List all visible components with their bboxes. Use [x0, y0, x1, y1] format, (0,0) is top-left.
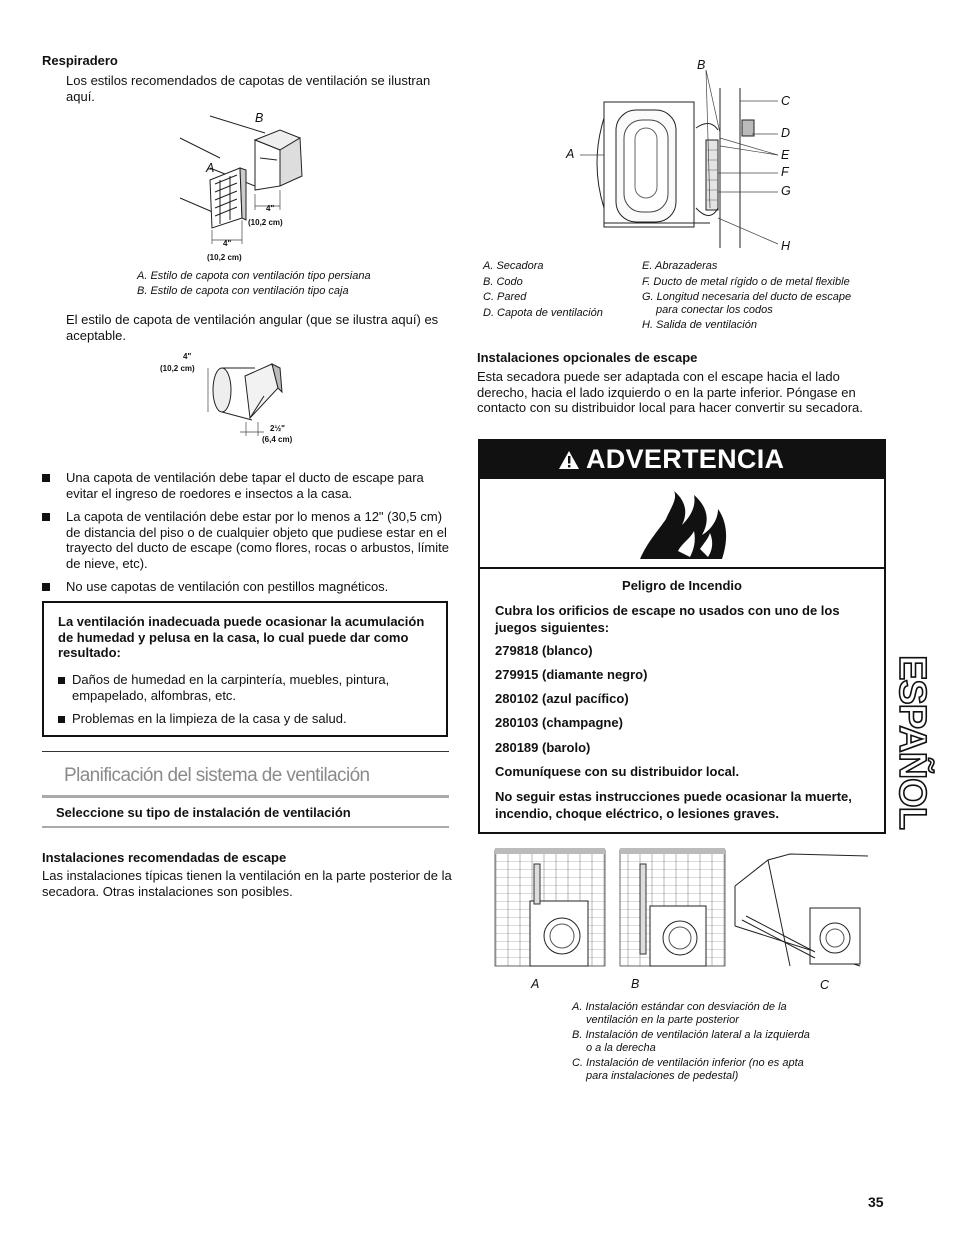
bullet-item: Una capota de ventilación debe tapar el ducto de escape para evitar el ingreso de roedores e insectos a la casa.: [66, 470, 424, 501]
angular-top-dim-cm: (10,2 cm): [160, 364, 195, 373]
dryer-label-g: G: [781, 184, 791, 198]
kit-item: 280102 (azul pacífico): [495, 691, 629, 706]
dryer-label-h: H: [781, 239, 791, 253]
page-number: 35: [868, 1194, 884, 1210]
dryer-label-e: E: [781, 148, 790, 162]
legend-item: H. Salida de ventilación: [642, 319, 757, 331]
hazard-title: Peligro de Incendio: [622, 578, 742, 593]
optional-heading: Instalaciones opcionales de escape: [477, 350, 698, 365]
box-item-text: Daños de humedad en la carpintería, muebles, pintura, empapelado, alfombras, etc.: [72, 672, 390, 703]
warning-header: [480, 441, 884, 479]
legend-item: para conectar los codos: [656, 304, 773, 316]
fire-icon-area: [480, 479, 884, 569]
hood-a-dim-inches: 4": [223, 239, 232, 248]
section-divider: [42, 751, 449, 752]
respiradero-heading: Respiradero: [42, 53, 118, 68]
recommended-heading: Instalaciones recomendadas de escape: [42, 850, 287, 865]
legend-item: A. Secadora: [483, 260, 544, 272]
hood-b-dim-inches: 4": [266, 204, 275, 213]
dryer-legend-right: [642, 259, 851, 333]
subsection-title: Seleccione su tipo de instalación de ventilación: [56, 805, 351, 820]
hood-caption-b: B. Estilo de capota con ventilación tipo caja: [137, 285, 349, 297]
language-side-tab: [891, 645, 935, 835]
recommended-text: Las instalaciones típicas tienen la ventilación en la parte posterior de la secadora. Otras instalaciones son posibles.: [42, 868, 452, 899]
bullet-item: La capota de ventilación debe estar por lo menos a 12" (30,5 cm) de distancia del piso o de cualquier objeto que pudiese estar en el trayecto del ducto de escape (como flores, rocas o arbustos, límite de nieve, etc).: [66, 509, 449, 571]
angular-top-dim-inches: 4": [183, 352, 192, 361]
respiradero-intro: Los estilos recomendados de capotas de ventilación se ilustran aquí.: [66, 73, 431, 104]
dryer-label-c: C: [781, 94, 791, 108]
hood-b-dim-cm: (10,2 cm): [248, 218, 283, 227]
bullet-square-icon: [42, 513, 50, 521]
hood-caption-a: A. Estilo de capota con ventilación tipo persiana: [137, 270, 371, 282]
bullet-square-icon: [58, 677, 65, 684]
box-title: La ventilación inadecuada puede ocasionar la acumulación de humedad y pelusa en la casa, lo cual puede dar como resultado:: [58, 614, 425, 660]
warning-instruction: Cubra los orificios de escape no usados con uno de los juegos siguientes:: [495, 603, 840, 635]
bullet-square-icon: [42, 583, 50, 591]
vent-hood-styles-illustration: [180, 108, 330, 268]
ventilation-warning-box: [42, 601, 448, 737]
install-caption: o a la derecha: [586, 1042, 656, 1054]
box-item: [58, 711, 447, 727]
install-label-b: B: [631, 977, 640, 991]
dryer-label-f: F: [781, 165, 789, 179]
angular-bottom-dim-cm: (6,4 cm): [262, 435, 293, 444]
kit-item: 280189 (barolo): [495, 740, 591, 755]
kit-item: 280103 (champagne): [495, 715, 623, 730]
kit-item: 279818 (blanco): [495, 643, 593, 658]
install-caption: B. Instalación de ventilación lateral a la izquierda: [572, 1029, 810, 1041]
hood-label-b: B: [255, 111, 264, 125]
dryer-label-b: B: [697, 58, 706, 72]
install-label-c: C: [820, 978, 830, 992]
dryer-label-d: D: [781, 126, 791, 140]
advertencia-warning-box: [478, 439, 886, 834]
installation-drawing: [490, 846, 875, 976]
dryer-exhaust-drawing: [560, 58, 810, 258]
install-caption: A. Instalación estándar con desviación de la: [572, 1001, 787, 1013]
install-label-a: A: [531, 977, 540, 991]
bullet-item: No use capotas de ventilación con pestillos magnéticos.: [66, 579, 389, 594]
bullet-square-icon: [58, 716, 65, 723]
fire-flame-icon: [638, 491, 728, 561]
consequence-text: No seguir estas instrucciones puede ocasionar la muerte, incendio, choque eléctrico, o lesiones graves.: [495, 789, 852, 821]
angular-hood-illustration: [160, 348, 320, 448]
vent-hood-drawing: [180, 108, 330, 268]
install-caption: para instalaciones de pedestal): [586, 1070, 739, 1082]
section-rule: [42, 795, 449, 798]
legend-item: D. Capota de ventilación: [483, 307, 603, 319]
side-tab-label: ESPAÑOL: [891, 655, 933, 829]
legend-item: B. Codo: [483, 276, 523, 288]
hood-label-a: A: [206, 161, 215, 175]
install-caption: ventilación en la parte posterior: [586, 1014, 739, 1026]
dryer-legend-left: [483, 259, 603, 321]
legend-item: C. Pared: [483, 291, 527, 303]
warning-triangle-icon: [558, 450, 580, 470]
dryer-label-a: A: [566, 147, 575, 161]
optional-text: Esta secadora puede ser adaptada con el escape hacia el lado derecho, hacia el lado izquierdo o en la parte inferior. Póngase en contacto con su distribuidor local para hacer convertir su secadora.: [477, 369, 863, 415]
legend-item: E. Abrazaderas: [642, 260, 718, 272]
kit-item: 279915 (diamante negro): [495, 667, 648, 682]
warning-title: ADVERTENCIA: [586, 444, 785, 474]
install-caption: C. Instalación de ventilación inferior (no es apta: [572, 1057, 804, 1069]
section-title: Planificación del sistema de ventilación: [64, 765, 370, 786]
hood-a-dim-cm: (10,2 cm): [207, 253, 242, 262]
subsection-rule: [42, 826, 449, 828]
angular-bottom-dim-inches: 2½": [270, 424, 285, 433]
angular-hood-text: El estilo de capota de ventilación angular (que se ilustra aquí) es aceptable.: [66, 312, 439, 343]
legend-item: F. Ducto de metal rígido o de metal flexible: [642, 276, 850, 288]
box-item: [58, 672, 447, 703]
legend-item: G. Longitud necesaria del ducto de escape: [642, 291, 852, 303]
install-captions: [572, 1001, 810, 1083]
dryer-exhaust-illustration: [560, 58, 810, 258]
angular-hood-drawing: [160, 348, 320, 448]
installation-options-illustration: [490, 846, 875, 996]
contact-text: Comuníquese con su distribuidor local.: [495, 764, 740, 779]
bullet-square-icon: [42, 474, 50, 482]
box-item-text: Problemas en la limpieza de la casa y de salud.: [72, 711, 347, 726]
